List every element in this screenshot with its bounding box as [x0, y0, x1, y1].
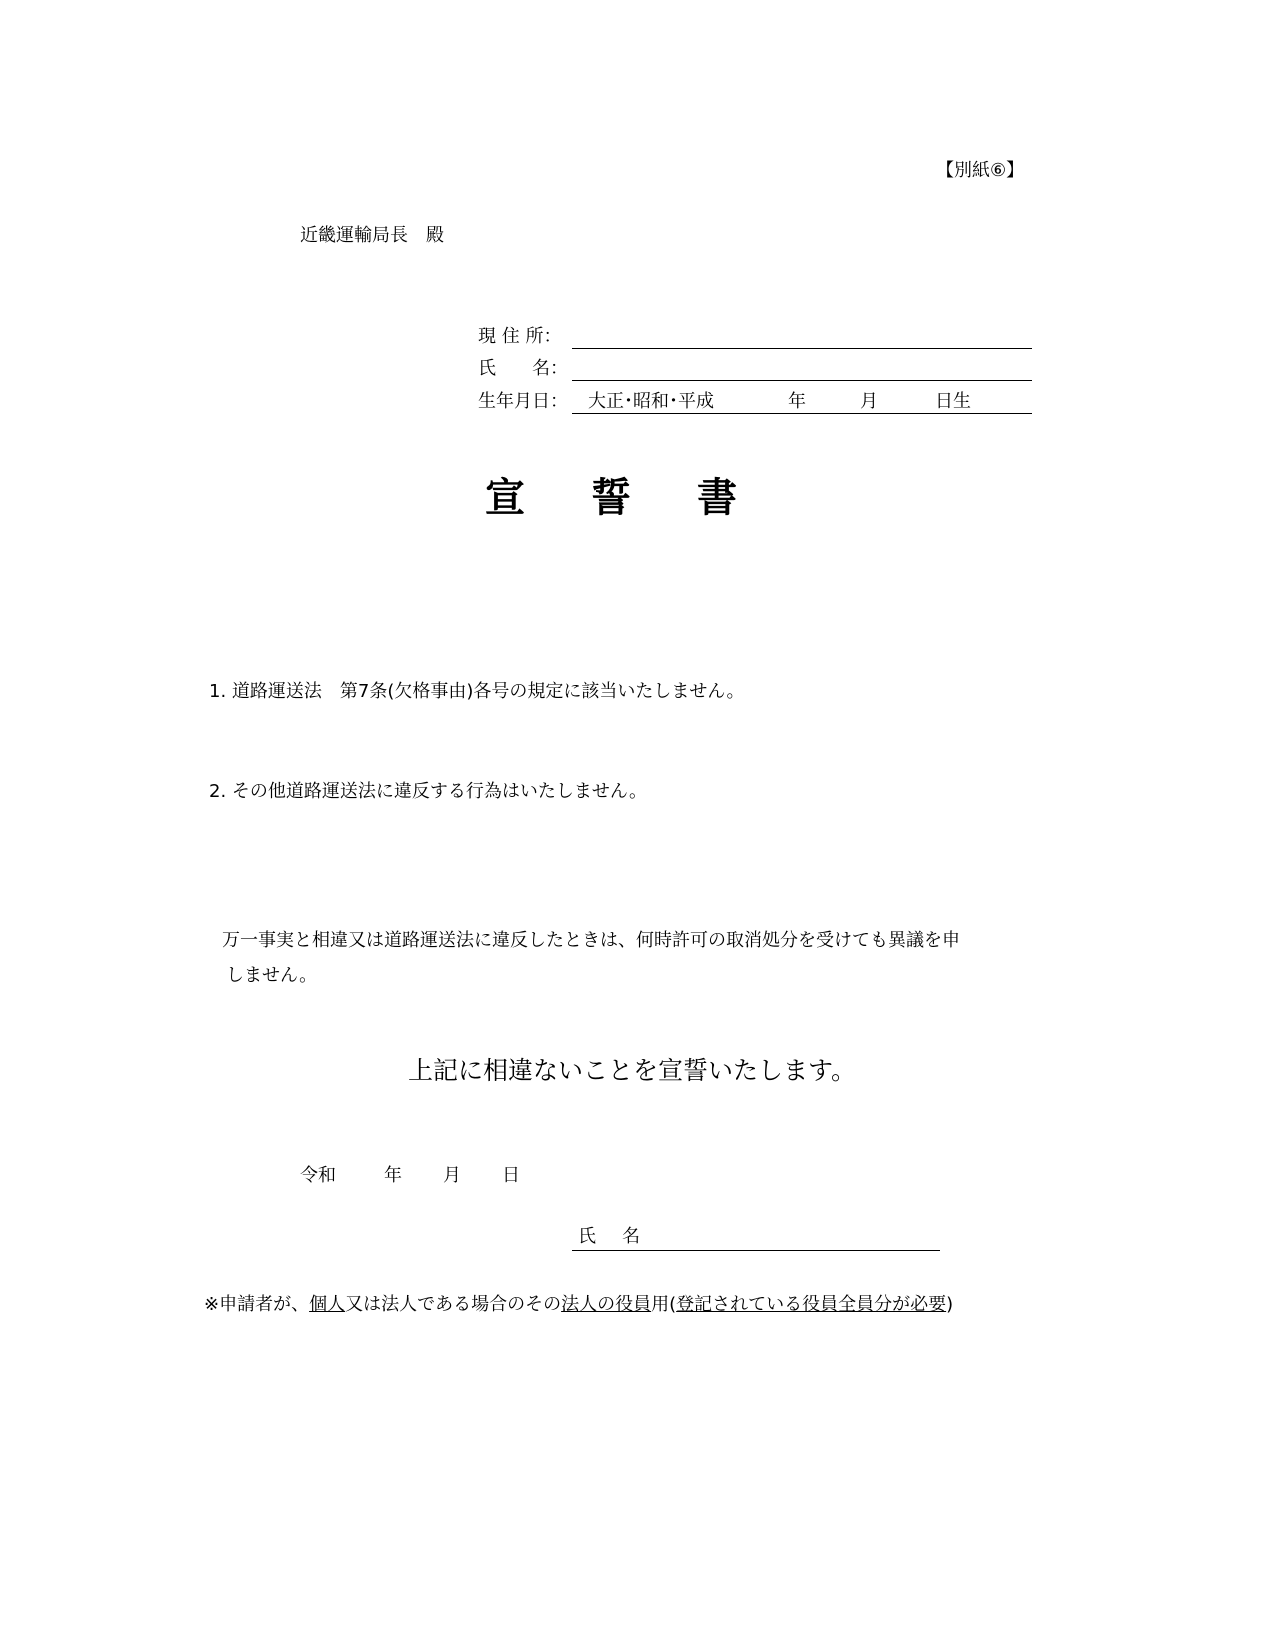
note-underline-1: 個人: [309, 1294, 346, 1315]
name-label: 氏 名：: [478, 358, 568, 379]
birthdate-field[interactable]: [572, 391, 1032, 414]
date-year: 年: [384, 1165, 402, 1186]
pledge-line-2: しません。: [226, 965, 318, 986]
clause-1: 1. 道路運送法 第7条(欠格事由)各号の規定に該当いたしません。: [209, 681, 745, 702]
pledge-line-1: 万一事実と相違又は道路運送法に違反したときは、何時許可の取消処分を受けても異議を申: [222, 930, 960, 951]
address-field[interactable]: [572, 326, 1032, 349]
signature-label-a: 氏: [578, 1226, 596, 1247]
signature-field[interactable]: [572, 1226, 940, 1251]
title-char-3: 書: [697, 475, 737, 521]
clause-2: 2. その他道路運送法に違反する行為はいたしません。: [209, 781, 647, 802]
birthdate-year-unit: 年: [788, 391, 806, 412]
date-month: 月: [443, 1165, 461, 1186]
birthdate-day-unit: 日生: [935, 391, 971, 412]
birthdate-label: 生年月日：: [478, 391, 568, 412]
addressee: 近畿運輸局長 殿: [300, 225, 444, 246]
note-part-1: ※申請者が、: [204, 1294, 310, 1315]
document-title: [485, 475, 737, 521]
attachment-label: 【別紙⑥】: [936, 160, 1025, 181]
title-char-2: 誓: [591, 475, 631, 521]
date-era: 令和: [300, 1165, 336, 1186]
title-char-1: 宣: [485, 475, 525, 521]
note-underline-3: 登記されている役員全員分が必要: [676, 1294, 947, 1315]
birthdate-eras: 大正･昭和･平成: [588, 391, 714, 412]
footnote: [204, 1294, 953, 1316]
declaration: 上記に相違ないことを宣誓いたします。: [408, 1056, 857, 1085]
signature-label-b: 名: [622, 1226, 640, 1247]
note-part-3: 用(: [651, 1294, 677, 1315]
note-part-2: 又は法人である場合のその: [345, 1294, 562, 1315]
birthdate-month-unit: 月: [860, 391, 878, 412]
name-field[interactable]: [572, 358, 1032, 381]
date-day: 日: [502, 1165, 520, 1186]
note-underline-2: 法人の役員: [561, 1294, 652, 1315]
note-part-4: ): [946, 1294, 954, 1315]
address-label: 現 住 所：: [478, 326, 562, 347]
